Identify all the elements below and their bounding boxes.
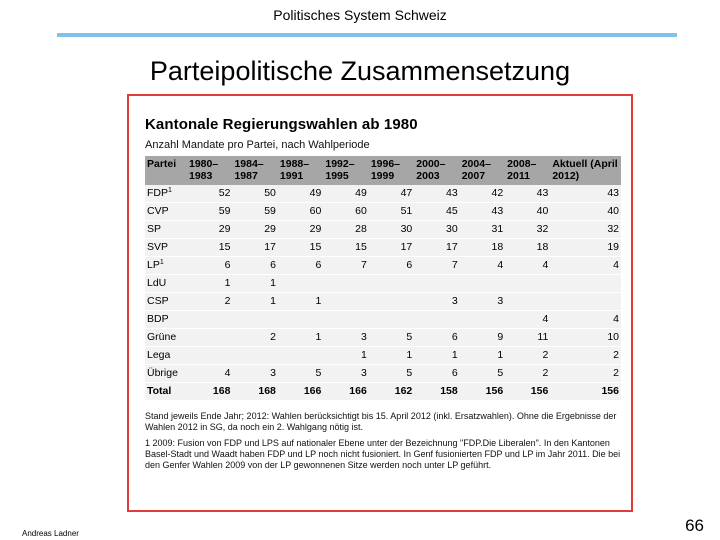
mandate-count: 2	[232, 329, 277, 347]
mandate-count: 5	[369, 365, 414, 383]
mandate-count: 30	[414, 221, 459, 239]
mandate-count: 3	[460, 293, 505, 311]
mandate-count: 17	[369, 239, 414, 257]
footnote-marker: 1	[168, 187, 172, 194]
column-header-period: Aktuell (April 2012)	[550, 156, 621, 185]
mandate-count	[323, 293, 368, 311]
mandate-count	[505, 293, 550, 311]
table-row	[145, 203, 621, 221]
mandate-count: 1	[414, 347, 459, 365]
mandate-count: 43	[414, 185, 459, 203]
mandate-count: 11	[505, 329, 550, 347]
mandate-count: 9	[460, 329, 505, 347]
mandate-count	[278, 275, 323, 293]
table-row	[145, 257, 621, 275]
mandate-count: 1	[460, 347, 505, 365]
mandate-count: 158	[414, 383, 459, 401]
mandate-count	[369, 275, 414, 293]
header-divider	[57, 33, 677, 37]
mandate-count: 19	[550, 239, 621, 257]
mandate-count: 156	[550, 383, 621, 401]
mandate-count: 4	[187, 365, 232, 383]
mandate-count: 2	[505, 365, 550, 383]
party-name	[145, 221, 187, 239]
mandates-table	[145, 156, 621, 401]
column-header-period: 2004–2007	[460, 156, 505, 185]
table-row	[145, 239, 621, 257]
party-name	[145, 329, 187, 347]
mandate-count: 60	[323, 203, 368, 221]
party-label: BDP	[147, 313, 169, 325]
mandate-count: 2	[187, 293, 232, 311]
mandate-count: 29	[232, 221, 277, 239]
mandate-count: 2	[550, 347, 621, 365]
mandate-count	[232, 347, 277, 365]
mandate-count: 47	[369, 185, 414, 203]
mandate-count: 4	[550, 311, 621, 329]
mandate-count	[414, 275, 459, 293]
table-row	[145, 221, 621, 239]
column-header-party: Partei	[145, 156, 187, 185]
party-name	[145, 311, 187, 329]
mandate-count: 42	[460, 185, 505, 203]
mandate-count: 4	[550, 257, 621, 275]
mandate-count: 45	[414, 203, 459, 221]
mandate-count	[414, 311, 459, 329]
column-header-period: 1988–1991	[278, 156, 323, 185]
mandate-count: 60	[278, 203, 323, 221]
mandate-count: 10	[550, 329, 621, 347]
column-header-period: 2000–2003	[414, 156, 459, 185]
mandate-count: 6	[278, 257, 323, 275]
mandate-count: 1	[232, 275, 277, 293]
mandate-count: 4	[460, 257, 505, 275]
party-name	[145, 239, 187, 257]
mandate-count: 7	[323, 257, 368, 275]
table-header-row	[145, 156, 621, 185]
party-label: Grüne	[147, 331, 177, 343]
mandate-count	[550, 275, 621, 293]
column-header-period: 1980–1983	[187, 156, 232, 185]
party-label: CVP	[147, 205, 169, 217]
party-name	[145, 365, 187, 383]
column-header-period: 1992–1995	[323, 156, 368, 185]
mandate-count: 17	[414, 239, 459, 257]
mandate-count: 6	[414, 329, 459, 347]
table-row	[145, 365, 621, 383]
column-header-period: 1996–1999	[369, 156, 414, 185]
mandate-count: 156	[505, 383, 550, 401]
mandate-count: 18	[460, 239, 505, 257]
mandate-count: 31	[460, 221, 505, 239]
mandate-count: 43	[460, 203, 505, 221]
party-label: CSP	[147, 295, 169, 307]
mandate-count: 6	[187, 257, 232, 275]
mandate-count	[460, 275, 505, 293]
table-figure-frame	[127, 94, 633, 512]
party-name	[145, 275, 187, 293]
table-row	[145, 293, 621, 311]
author-name: Andreas Ladner	[22, 529, 79, 538]
mandate-count: 1	[232, 293, 277, 311]
table-row	[145, 329, 621, 347]
mandate-count: 49	[278, 185, 323, 203]
table-body	[145, 185, 621, 401]
party-label: SVP	[147, 241, 169, 253]
mandate-count: 43	[550, 185, 621, 203]
party-name	[145, 383, 187, 401]
mandate-count: 3	[323, 365, 368, 383]
mandate-count	[369, 293, 414, 311]
party-name	[145, 203, 187, 221]
mandate-count: 28	[323, 221, 368, 239]
mandate-count: 32	[505, 221, 550, 239]
mandate-count: 43	[505, 185, 550, 203]
header-title: Politisches System Schweiz	[273, 7, 447, 23]
mandate-count	[369, 311, 414, 329]
mandate-count: 3	[414, 293, 459, 311]
mandate-count: 32	[550, 221, 621, 239]
table-note: 1 2009: Fusion von FDP und LPS auf nationaler Ebene unter der Bezeichnung "FDP.Die Liberalen". In den Kantonen Basel-Stadt und Waadt haben FDP und LP noch nicht fusioniert. In Genf fusionierten FDP und LP im Jahr 2011. Die bei den Genfer Wahlen 2009 von der LP gewonnenen Sitze werden noch unter LP geführt.	[145, 438, 621, 470]
mandate-count: 5	[369, 329, 414, 347]
mandate-count: 29	[187, 221, 232, 239]
mandate-count: 52	[187, 185, 232, 203]
party-label: LdU	[147, 277, 167, 289]
mandate-count: 166	[278, 383, 323, 401]
table-row	[145, 185, 621, 203]
slide-title: Parteipolitische Zusammensetzung	[149, 56, 571, 86]
party-name	[145, 347, 187, 365]
mandate-count	[187, 311, 232, 329]
table-subtitle: Anzahl Mandate pro Partei, nach Wahlperiode	[145, 139, 370, 151]
mandate-count: 5	[460, 365, 505, 383]
mandate-count: 59	[232, 203, 277, 221]
mandate-count: 1	[187, 275, 232, 293]
table-title: Kantonale Regierungswahlen ab 1980	[145, 116, 418, 133]
party-name	[145, 293, 187, 311]
party-label: Total	[147, 385, 172, 397]
mandate-count	[232, 311, 277, 329]
mandate-count: 1	[369, 347, 414, 365]
mandate-count	[278, 311, 323, 329]
mandate-count: 17	[232, 239, 277, 257]
mandate-count	[323, 311, 368, 329]
party-name	[145, 185, 187, 203]
mandate-count: 2	[550, 365, 621, 383]
party-label: SP	[147, 223, 162, 235]
column-header-period: 1984–1987	[232, 156, 277, 185]
mandate-count	[187, 347, 232, 365]
mandate-count	[323, 275, 368, 293]
mandate-count: 3	[232, 365, 277, 383]
mandate-count: 166	[323, 383, 368, 401]
party-label: FDP	[147, 187, 168, 199]
mandate-count	[187, 329, 232, 347]
mandate-count: 156	[460, 383, 505, 401]
mandate-count: 30	[369, 221, 414, 239]
mandate-count: 162	[369, 383, 414, 401]
mandate-count: 1	[278, 293, 323, 311]
table-row	[145, 311, 621, 329]
footnote-marker: 1	[159, 259, 164, 266]
mandate-count: 1	[323, 347, 368, 365]
party-label: Lega	[147, 349, 171, 361]
mandate-count: 29	[278, 221, 323, 239]
mandate-count: 168	[232, 383, 277, 401]
mandate-count: 15	[323, 239, 368, 257]
table-row	[145, 275, 621, 293]
mandate-count	[550, 293, 621, 311]
party-name	[145, 257, 187, 275]
party-label: LP	[147, 259, 160, 271]
mandate-count	[460, 311, 505, 329]
mandate-count: 6	[414, 365, 459, 383]
mandate-count: 59	[187, 203, 232, 221]
mandate-count: 50	[232, 185, 277, 203]
mandate-count: 6	[232, 257, 277, 275]
mandate-count: 40	[505, 203, 550, 221]
mandate-count: 49	[323, 185, 368, 203]
table-figure	[145, 116, 623, 476]
table-total-row	[145, 383, 621, 401]
mandate-count: 4	[505, 311, 550, 329]
mandate-count: 7	[414, 257, 459, 275]
mandate-count: 6	[369, 257, 414, 275]
table-row	[145, 347, 621, 365]
mandate-count	[505, 275, 550, 293]
mandate-count: 15	[278, 239, 323, 257]
mandate-count: 2	[505, 347, 550, 365]
mandate-count: 4	[505, 257, 550, 275]
page-number: 66	[685, 516, 704, 535]
column-header-period: 2008–2011	[505, 156, 550, 185]
mandate-count: 18	[505, 239, 550, 257]
party-label: Übrige	[147, 367, 178, 379]
mandate-count: 40	[550, 203, 621, 221]
mandate-count	[278, 347, 323, 365]
mandate-count: 15	[187, 239, 232, 257]
mandate-count: 1	[278, 329, 323, 347]
table-notes	[145, 411, 623, 471]
mandate-count: 51	[369, 203, 414, 221]
mandate-count: 168	[187, 383, 232, 401]
mandate-count: 5	[278, 365, 323, 383]
mandate-count: 3	[323, 329, 368, 347]
table-note: Stand jeweils Ende Jahr; 2012: Wahlen berücksichtigt bis 15. April 2012 (inkl. Ersatzwahlen). Ohne die Ergebnisse der Wahlen 2012 in SG, da noch ein 2. Wahlgang nötig ist.	[145, 411, 617, 432]
